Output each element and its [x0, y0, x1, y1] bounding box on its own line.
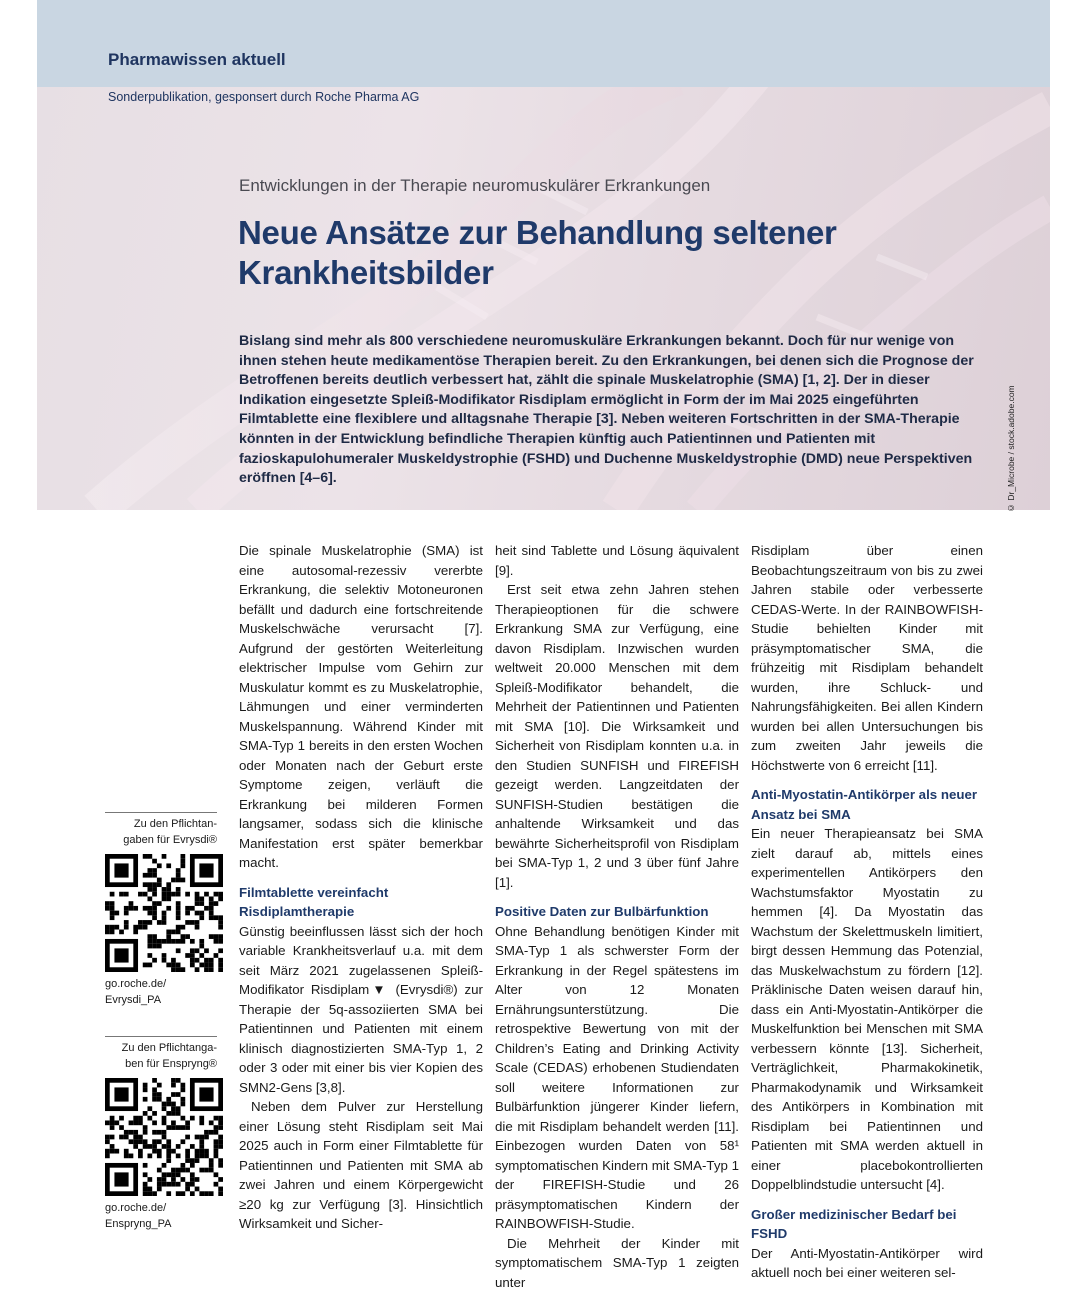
column-3: [751, 541, 983, 1283]
sidebar-box-evrysdi: [105, 812, 217, 1008]
article-kicker: Entwicklungen in der Therapie neuromuskulärer Erkrankungen: [239, 176, 710, 196]
header-band: [37, 0, 1050, 87]
subheading: Großer medizinischer Bedarf bei FSHD: [751, 1205, 983, 1244]
paragraph: Günstig beeinflussen lässt sich der hoch variable Krankheitsverlauf u.a. mit dem seit März 2021 zugelassenen Spleiß-Modifikator Risdiplam▼ (Evrysdi®) zur Therapie der 5q-assoziierten SMA bei Patientinnen und Patienten mit einem klinisch diagnostizierten SMA-Typ 1, 2 oder 3 oder mit einer bis vier Kopien des SMN2-Gens [3,8].: [239, 922, 483, 1098]
paragraph: Die spinale Muskelatrophie (SMA) ist eine autosomal-rezessiv vererbte Erkrankung, die selektiv Motoneuronen befällt und dadurch eine fortschreitende Muskelschwäche verursacht [7]. Aufgrund der gestörten Weiterleitung elektrischer Impulse vom Gehirn zur Muskulatur kommt es zu Muskelatrophie, Lähmungen und einer verminderten Muskelspannung. Während Kinder mit SMA-Typ 1 bereits in den ersten Wochen oder Monaten nach der Geburt erste Symptome zeigen, verläuft die Erkrankung bei milderen Formen langsamer, sodass sich die klinische Manifestation erst später bemerkbar macht.: [239, 541, 483, 873]
paragraph: Ein neuer Therapieansatz bei SMA zielt darauf ab, mittels eines experimentellen Antikörpers den Wachstumsfaktor Myostatin zu hemmen [4]. Da Myostatin das Wachstum der Skelettmuskeln limitiert, birgt dessen Hemmung das Potenzial, das Muskelwachstum zu fördern [12]. Präklinische Daten weisen darauf hin, dass ein Anti-Myostatin-Antikörper die Muskelfunktion bei Menschen mit SMA verbessern könnte [13]. Sicherheit, Verträglichkeit, Pharmakokinetik, Pharmakodynamik und Wirksamkeit des Antikörpers in Kombination mit Risdiplam bei Patientinnen und Patienten mit SMA werden aktuell in einer placebokontrollierten Doppelblindstudie untersucht [4].: [751, 824, 983, 1195]
column-2: [495, 541, 739, 1292]
sidebar-link[interactable]: go.roche.de/ Evrysdi_PA: [105, 976, 217, 1008]
image-credit: © Dr_Microbe / stock.adobe.com: [1006, 378, 1016, 513]
paragraph: Die Mehrheit der Kinder mit symptomatischem SMA-Typ 1 zeigten unter: [495, 1234, 739, 1292]
qr-code-icon[interactable]: [105, 854, 223, 972]
sidebar-caption: Zu den Pflichtanga-ben für Enspryng®: [105, 1037, 217, 1072]
article-lead: Bislang sind mehr als 800 verschiedene neuromuskuläre Erkrankungen bekannt. Doch für nur wenige von ihnen stehen heute medikamentöse Therapien bereit. Zu den Erkrankungen, bei denen sich die Prognose der Betroffenen bereits deutlich verbessert hat, zählt die spinale Muskelatrophie (SMA) [1, 2]. Der in dieser Indikation eingesetzte Spleiß-Modifikator Risdiplam ermöglicht in Form der im Mai 2025 eingeführten Filmtablette eine flexiblere und alltagsnahe Therapie [3]. Neben weiteren Fortschritten in der SMA-Therapie könnten in der Entwicklung befindliche Therapien künftig auch Patientinnen und Patienten mit fazioskapulohumeraler Muskeldystrophie (FSHD) und Duchenne Muskeldystrophie (DMD) neue Perspektiven eröffnen [4–6].: [239, 332, 984, 489]
subheading: Filmtablette vereinfacht Risdiplamtherapie: [239, 883, 483, 922]
paragraph: Ohne Behandlung benötigen Kinder mit SMA-Typ 1 als schwerster Form der Erkrankung in der Regel spätestens im Alter von 12 Monaten Ernährungsunterstützung. Die retrospektive Bewertung von mit der Children’s Eating and Drinking Activity Scale (CEDAS) erhobenen Studiendaten soll weitere Informationen zur Bulbärfunktion jüngerer Kinder liefern, die mit Risdiplam behandelt werden [11]. Einbezogen wurden Daten von 58¹ symptomatischen Kindern mit SMA-Typ 1 der FIREFISH-Studie und 26 präsymptomatischen Kindern der RAINBOWFISH-Studie.: [495, 922, 739, 1234]
paragraph: Neben dem Pulver zur Herstellung einer Lösung steht Risdiplam seit Mai 2025 auch in Form einer Filmtablette für Patientinnen und Patienten mit SMA ab zwei Jahren und einem Körpergewicht ≥20 kg zur Verfügung [3]. Hinsichtlich Wirksamkeit und Sicher-: [239, 1097, 483, 1234]
subheading: Anti-Myostatin-Antikörper als neuer Ansatz bei SMA: [751, 785, 983, 824]
paragraph: Risdiplam über einen Beobachtungszeitraum von bis zu zwei Jahren stabile oder verbesserte CEDAS-Werte. In der RAINBOWFISH-Studie behielten Kinder mit präsymptomatischer SMA, die frühzeitig mit Risdiplam behandelt wurden, ihre Schluck- und Nahrungsfähigkeiten. Bei allen Kindern wurden bei allen Untersuchungen bis zum zweiten Jahr jeweils die Höchstwerte von 6 erreicht [11].: [751, 541, 983, 775]
paragraph: Erst seit etwa zehn Jahren stehen Therapieoptionen für die schwere Erkrankung SMA zur Verfügung, eine davon Risdiplam. Inzwischen wurden weltweit 20.000 Menschen mit dem Spleiß-Modifikator behandelt, die Mehrheit der Patientinnen und Patienten mit SMA [10]. Die Wirksamkeit und Sicherheit von Risdiplam konnten u.a. in den Studien SUNFISH und FIREFISH gezeigt werden. Langzeitdaten der SUNFISH-Studien bestätigen die anhaltende Wirksamkeit und das bewährte Sicherheitsprofil von Risdiplam bei SMA-Typ 1, 2 und 3 über fünf Jahre [1].: [495, 580, 739, 892]
section-title: Pharmawissen aktuell: [108, 50, 286, 70]
paragraph: Der Anti-Myostatin-Antikörper wird aktuell noch bei einer weiteren sel-: [751, 1244, 983, 1283]
subheading: Positive Daten zur Bulbärfunktion: [495, 902, 739, 922]
article-title: Neue Ansätze zur Behandlung seltener Krankheitsbilder: [238, 213, 938, 293]
qr-code-icon[interactable]: [105, 1078, 223, 1196]
sidebar-box-enspryng: [105, 1036, 217, 1232]
sidebar-link[interactable]: go.roche.de/ Enspryng_PA: [105, 1200, 217, 1232]
paragraph: heit sind Tablette und Lösung äquivalent [9].: [495, 541, 739, 580]
column-1: [239, 541, 483, 1234]
sponsor-note: Sonderpublikation, gesponsert durch Roche Pharma AG: [108, 90, 419, 104]
sidebar-caption: Zu den Pflichtan-gaben für Evrysdi®: [105, 813, 217, 848]
